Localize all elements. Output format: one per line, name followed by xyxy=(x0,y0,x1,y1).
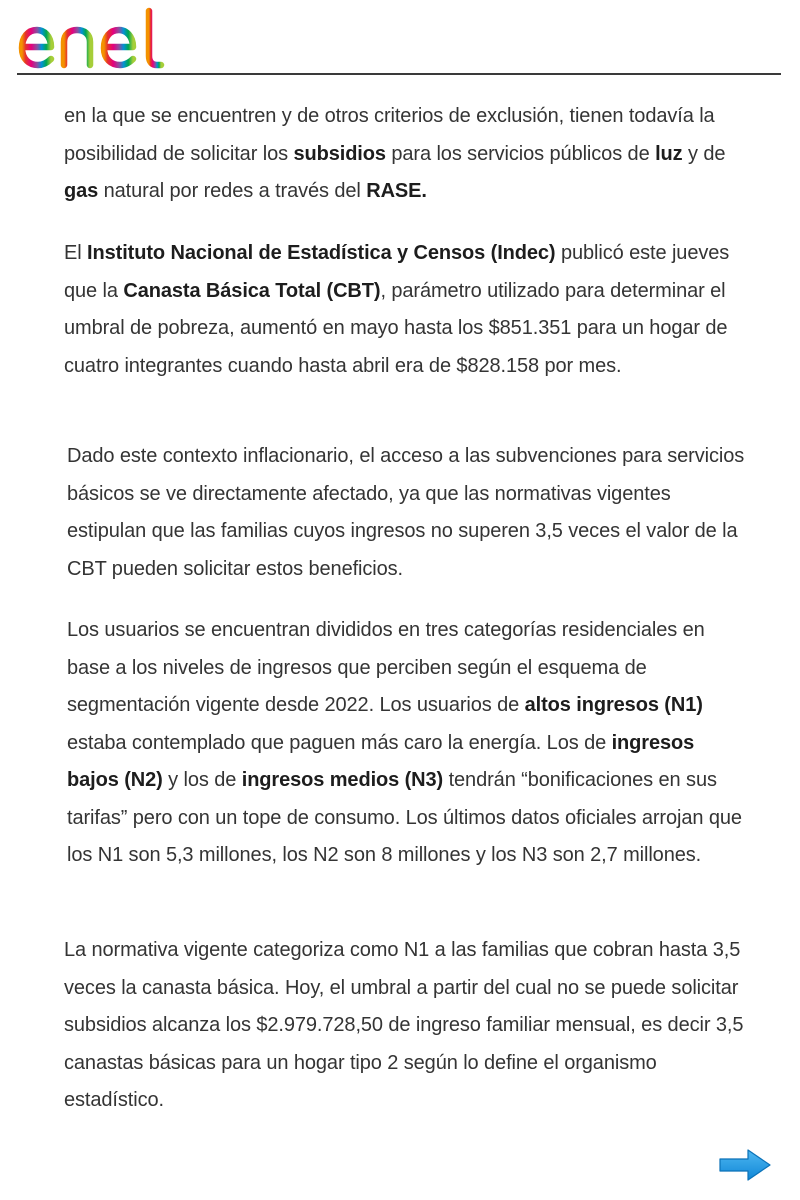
paragraph-text: Dado este contexto inflacionario, el acceso a las subvenciones para servicios básicos se ve directamente afectado, ya que las normativas vigentes estipulan que las familias cuyos ingresos no superen 3,5 veces el valor de la CBT pueden solicitar estos beneficios. xyxy=(67,445,745,580)
paragraph-text: publicó este jueves que la xyxy=(64,242,730,302)
paragraph-text: en la que se encuentren y de otros criterios de exclusión, tienen todavía la posibilidad de solicitar los xyxy=(64,105,715,165)
bold-text: ingresos bajos (N2) xyxy=(67,731,695,791)
bold-text: Instituto Nacional de Estadística y Censos (Indec) xyxy=(87,242,556,264)
article-paragraph xyxy=(64,932,744,1120)
paragraph-text: tendrán “bonificaciones en sus tarifas” pero con un tope de consumo. Los últimos datos oficiales arrojan que los N1 son 5,3 millones, los N2 son 8 millones y los N3 son 2,7 millones. xyxy=(67,769,742,866)
bold-text: subsidios xyxy=(293,142,386,165)
svg-text:enel: enel xyxy=(16,6,18,7)
paragraph-text: para los servicios públicos de xyxy=(385,142,656,165)
header-divider xyxy=(17,73,781,75)
arrow-right-icon[interactable] xyxy=(718,1148,772,1182)
paragraph-text: Los usuarios se encuentran divididos en tres categorías residenciales en base a los niveles de ingresos que perciben según el esquema de segmentación vigente desde 2022. Los usuarios de xyxy=(67,619,705,716)
article-paragraph xyxy=(64,235,744,385)
article-paragraph xyxy=(67,612,747,875)
paragraph-text: estaba contemplado que paguen más caro la energía. Los de xyxy=(67,731,612,754)
paragraph-text: natural por redes a través del xyxy=(98,180,367,202)
article-paragraph xyxy=(67,438,747,588)
bold-text: luz xyxy=(655,142,683,165)
bold-text: RASE. xyxy=(366,180,427,202)
paragraph-text: La normativa vigente categoriza como N1 a las familias que cobran hasta 3,5 veces la canasta básica. Hoy, el umbral a partir del cual no se puede solicitar subsidios alcanza los $2.979.728,50 de ingreso familiar mensual, es decir 3,5 canastas básicas para un hogar tipo 2 según lo define el organismo estadístico. xyxy=(64,939,744,1111)
bold-text: gas xyxy=(64,180,99,202)
bold-text: altos ingresos (N1) xyxy=(524,694,703,716)
bold-text: Canasta Básica Total (CBT) xyxy=(123,279,381,302)
site-header xyxy=(0,0,800,76)
bold-text: ingresos medios (N3) xyxy=(241,769,444,791)
paragraph-text: , parámetro utilizado para determinar el umbral de pobreza, aumentó en mayo hasta los $851.351 para un hogar de cuatro integrantes cuando hasta abril era de $828.158 por mes. xyxy=(64,279,728,377)
paragraph-text: y los de xyxy=(162,769,242,791)
paragraph-text: El xyxy=(64,242,88,264)
paragraph-text: y de xyxy=(682,142,726,165)
article-paragraph xyxy=(64,98,744,211)
enel-logo[interactable] xyxy=(16,6,186,72)
